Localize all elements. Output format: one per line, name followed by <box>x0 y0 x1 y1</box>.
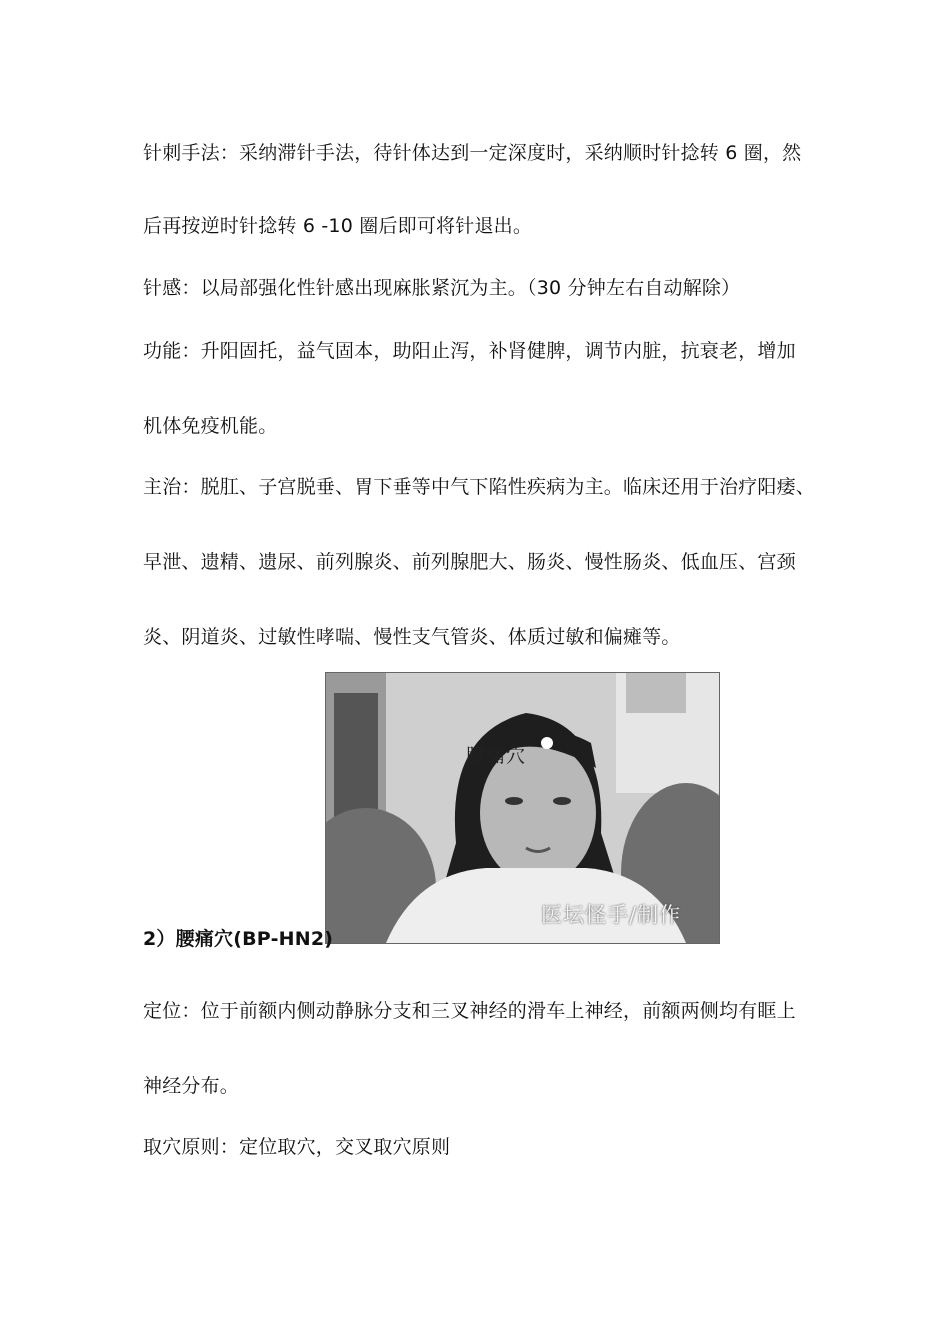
text-line: 主治：脱肛、子宫脱垂、胃下垂等中气下陷性疾病为主。临床还用于治疗阳痿、 <box>143 476 816 498</box>
text-line: 定位：位于前额内侧动静脉分支和三叉神经的滑车上神经，前额两侧均有眶上 <box>143 1000 796 1022</box>
text-line: 后再按逆时针捻转 6 -10 圈后即可将针退出。 <box>143 215 533 237</box>
acupoint-photo <box>325 672 720 944</box>
text-line: 早泄、遗精、遗尿、前列腺炎、前列腺肥大、肠炎、慢性肠炎、低血压、宫颈 <box>143 551 796 573</box>
text-line: 针刺手法：采纳滞针手法，待针体达到一定深度时，采纳顺时针捻转 6 圈，然 <box>143 142 802 164</box>
text-line: 炎、阴道炎、过敏性哮喘、慢性支气管炎、体质过敏和偏瘫等。 <box>143 626 681 648</box>
text-line: 神经分布。 <box>143 1075 240 1097</box>
text-line: 针感：以局部强化性针感出现麻胀紧沉为主。（30 分钟左右自动解除） <box>143 277 741 299</box>
section-heading: 2）腰痛穴(BP-HN2) <box>143 928 334 950</box>
text-line: 功能：升阳固托，益气固本，助阳止泻，补肾健脾，调节内脏，抗衰老，增加 <box>143 340 796 362</box>
photo-caption: 腰痛穴 <box>466 745 527 767</box>
photo-watermark: 医坛怪手/制作 <box>541 903 682 927</box>
text-line: 机体免疫机能。 <box>143 415 278 437</box>
text-line: 取穴原则：定位取穴，交叉取穴原则 <box>143 1136 451 1158</box>
